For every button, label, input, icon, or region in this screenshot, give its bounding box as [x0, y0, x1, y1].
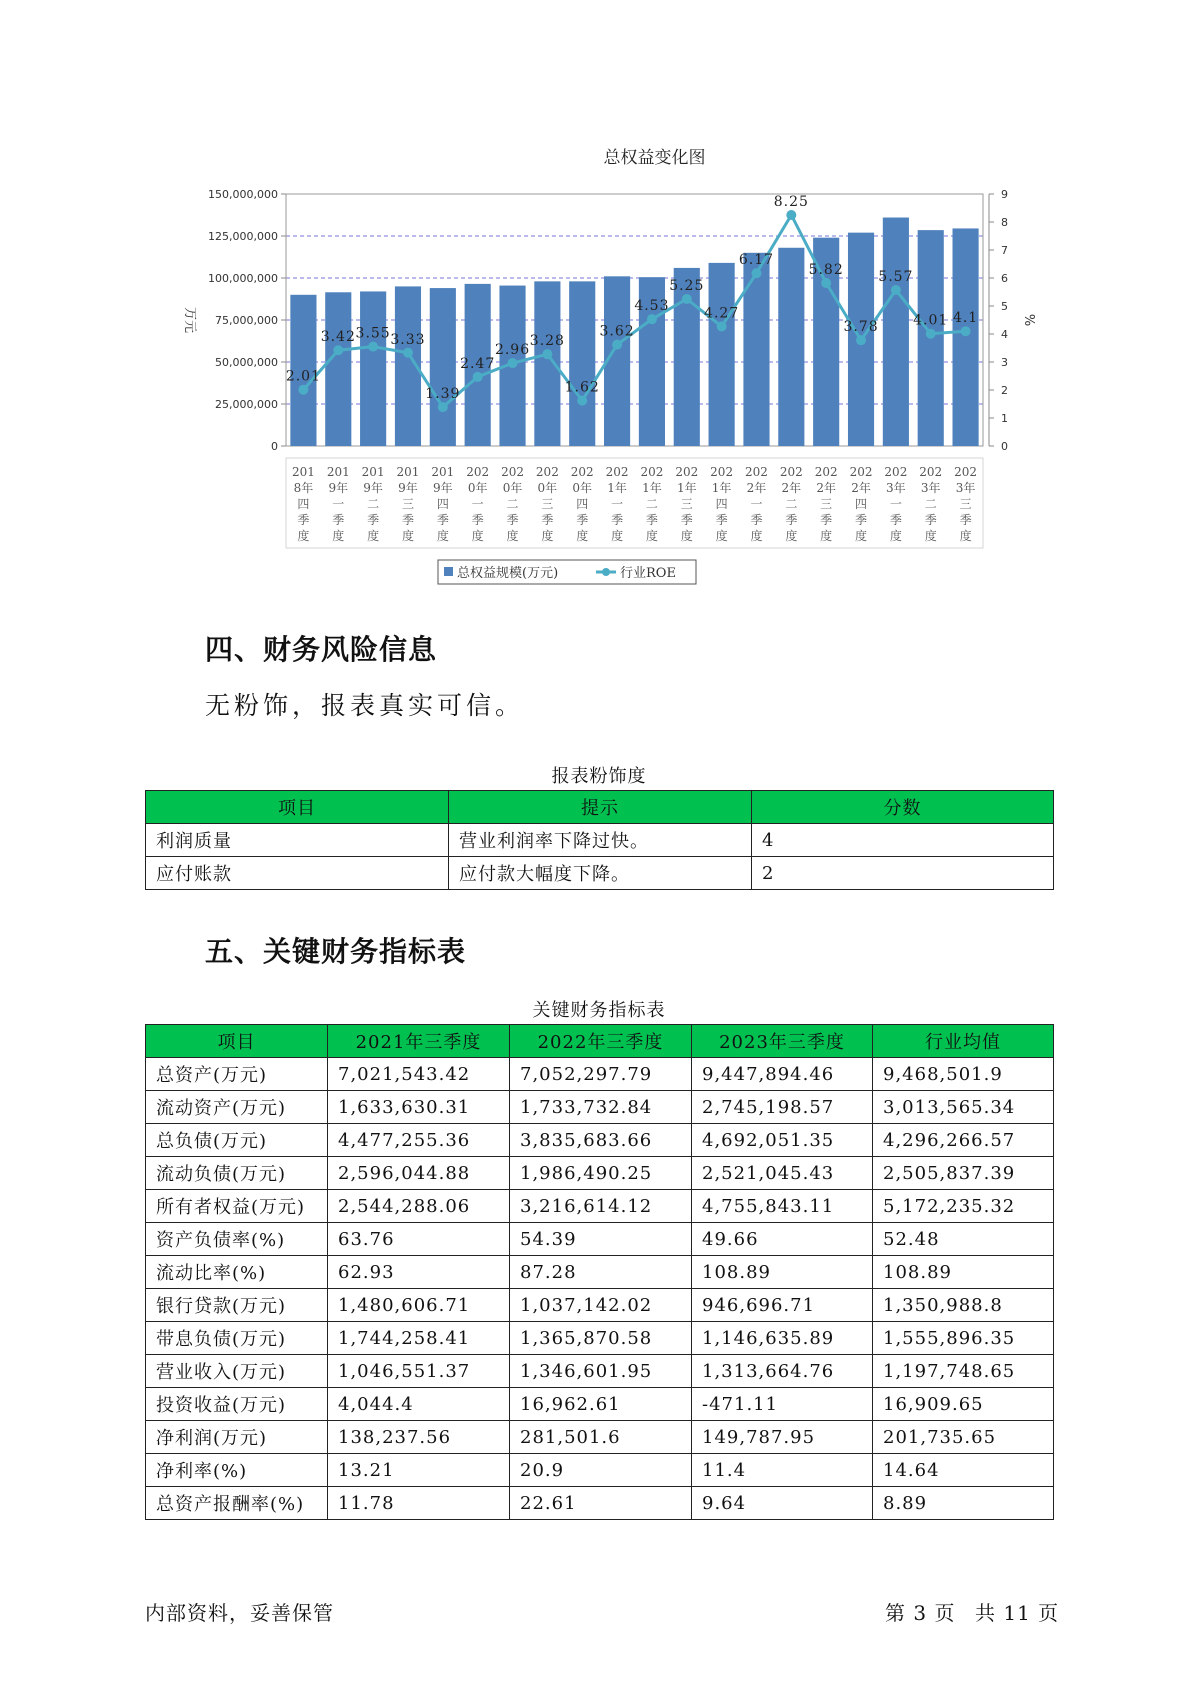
- table-cell: 1,986,490.25: [510, 1157, 692, 1190]
- x-tick-label: 度: [855, 529, 868, 543]
- roe-data-label: 3.42: [320, 329, 356, 346]
- kpi-table-header-row: [146, 1025, 1054, 1058]
- legend-bar-label: 总权益规模(万元): [457, 566, 559, 581]
- x-tick-label: 一: [332, 497, 345, 511]
- table-cell: 63.76: [328, 1223, 510, 1256]
- roe-point: [508, 358, 518, 368]
- bar: [430, 288, 456, 446]
- roe-data-label: 3.55: [355, 325, 391, 342]
- table-cell: 1,365,870.58: [510, 1322, 692, 1355]
- roe-point: [891, 285, 901, 295]
- table-cell: 108.89: [873, 1256, 1054, 1289]
- x-tick-label: 度: [436, 529, 449, 543]
- roe-point: [577, 396, 587, 406]
- table-cell: 流动资产(万元): [146, 1091, 328, 1124]
- left-tick-label: 50,000,000: [215, 356, 278, 369]
- bar: [534, 281, 560, 446]
- x-tick-label: 二: [506, 497, 519, 511]
- table-row: [146, 1256, 1054, 1289]
- table-cell: 银行贷款(万元): [146, 1289, 328, 1322]
- footer-confidential: 内部资料，妥善保管: [145, 1601, 334, 1625]
- right-tick-label: 1: [1001, 412, 1008, 425]
- table-cell: 1,046,551.37: [328, 1355, 510, 1388]
- table-row: [146, 1355, 1054, 1388]
- roe-point: [298, 385, 308, 395]
- roe-point: [856, 335, 866, 345]
- table-row: [146, 1388, 1054, 1421]
- x-tick-label: 三: [959, 497, 972, 511]
- x-tick-label: 季: [436, 513, 449, 527]
- x-tick-label: 季: [750, 513, 763, 527]
- x-tick-label: 季: [297, 513, 310, 527]
- x-tick-label: 201: [326, 465, 350, 479]
- x-tick-label: 季: [680, 513, 693, 527]
- table-cell: 2,505,837.39: [873, 1157, 1054, 1190]
- x-tick-label: 度: [401, 529, 414, 543]
- x-tick-label: 度: [889, 529, 902, 543]
- table-cell: 52.48: [873, 1223, 1054, 1256]
- risk-table-header-cell: 提示: [449, 791, 752, 824]
- x-tick-label: 3年: [955, 481, 976, 495]
- x-tick-label: 201: [361, 465, 385, 479]
- table-cell: 9.64: [692, 1487, 873, 1520]
- x-tick-label: 9年: [363, 481, 383, 495]
- roe-data-label: 4.1: [952, 310, 979, 327]
- x-tick-label: 9年: [433, 481, 453, 495]
- table-cell: 营业利润率下降过快。: [449, 824, 752, 857]
- table-row: [146, 1058, 1054, 1091]
- table-cell: 4,755,843.11: [692, 1190, 873, 1223]
- x-tick-label: 度: [680, 529, 693, 543]
- footer-page-number: 第 3 页: [885, 1601, 956, 1625]
- x-tick-label: 2年: [746, 481, 767, 495]
- roe-data-label: 5.82: [808, 262, 844, 279]
- table-cell: 201,735.65: [873, 1421, 1054, 1454]
- x-tick-label: 202: [779, 465, 803, 479]
- x-tick-label: 季: [332, 513, 345, 527]
- roe-point: [542, 349, 552, 359]
- roe-point: [403, 348, 413, 358]
- table-cell: 4,692,051.35: [692, 1124, 873, 1157]
- table-row: [146, 1454, 1054, 1487]
- table-cell: 14.64: [873, 1454, 1054, 1487]
- x-tick-label: 一: [750, 497, 763, 511]
- footer-page-total: 共 11 页: [975, 1601, 1060, 1625]
- table-cell: 4,296,266.57: [873, 1124, 1054, 1157]
- x-tick-label: 季: [889, 513, 902, 527]
- table-cell: 利润质量: [146, 824, 449, 857]
- x-tick-label: 2年: [781, 481, 802, 495]
- table-cell: 2,544,288.06: [328, 1190, 510, 1223]
- right-tick-label: 4: [1001, 328, 1008, 341]
- bar: [709, 263, 735, 446]
- table-cell: 1,197,748.65: [873, 1355, 1054, 1388]
- x-tick-label: 四: [715, 497, 728, 511]
- table-cell: 1,146,635.89: [692, 1322, 873, 1355]
- roe-point: [368, 342, 378, 352]
- risk-table: [145, 790, 1054, 890]
- kpi-table: [145, 1024, 1054, 1520]
- table-row: [146, 1091, 1054, 1124]
- x-tick-label: 202: [884, 465, 908, 479]
- x-tick-label: 度: [367, 529, 380, 543]
- x-tick-label: 度: [785, 529, 798, 543]
- x-tick-label: 季: [855, 513, 868, 527]
- x-tick-label: 度: [820, 529, 833, 543]
- roe-data-label: 8.25: [773, 194, 809, 210]
- roe-data-label: 3.62: [599, 323, 635, 340]
- table-cell: 946,696.71: [692, 1289, 873, 1322]
- x-tick-label: 3年: [886, 481, 906, 495]
- x-tick-label: 0年: [537, 481, 558, 495]
- table-cell: 8.89: [873, 1487, 1054, 1520]
- kpi-table-caption: 关键财务指标表: [532, 1000, 666, 1021]
- table-cell: 总负债(万元): [146, 1124, 328, 1157]
- left-tick-label: 25,000,000: [215, 398, 278, 411]
- table-cell: 3,835,683.66: [510, 1124, 692, 1157]
- table-cell: 1,633,630.31: [328, 1091, 510, 1124]
- table-cell: 7,021,543.42: [328, 1058, 510, 1091]
- roe-data-label: 1.62: [564, 379, 600, 396]
- table-row: [146, 857, 1054, 890]
- x-tick-label: 四: [436, 497, 449, 511]
- x-tick-label: 202: [919, 465, 943, 479]
- table-cell: 1,733,732.84: [510, 1091, 692, 1124]
- x-tick-label: 三: [541, 497, 554, 511]
- section4-text: 无粉饰，报表真实可信。: [205, 691, 525, 720]
- roe-point: [821, 278, 831, 288]
- x-tick-label: 度: [541, 529, 554, 543]
- x-tick-label: 度: [715, 529, 728, 543]
- legend-line-label: 行业ROE: [620, 566, 676, 581]
- risk-table-header-cell: 分数: [752, 791, 1054, 824]
- roe-point: [647, 314, 657, 324]
- table-cell: 2,596,044.88: [328, 1157, 510, 1190]
- table-cell: 资产负债率(%): [146, 1223, 328, 1256]
- table-row: [146, 1322, 1054, 1355]
- x-tick-label: 202: [501, 465, 524, 479]
- table-cell: 投资收益(万元): [146, 1388, 328, 1421]
- table-cell: 应付款大幅度下降。: [449, 857, 752, 890]
- right-tick-label: 2: [1001, 384, 1008, 397]
- roe-data-label: 2.96: [494, 342, 531, 359]
- table-cell: 149,787.95: [692, 1421, 873, 1454]
- roe-data-label: 3.28: [529, 333, 565, 350]
- left-tick-label: 150,000,000: [208, 188, 278, 201]
- table-cell: 11.78: [328, 1487, 510, 1520]
- chart-title: 总权益变化图: [603, 148, 706, 168]
- x-tick-label: 1年: [711, 481, 732, 495]
- x-tick-label: 季: [645, 513, 658, 527]
- x-tick-label: 201: [291, 465, 315, 479]
- x-tick-label: 0年: [502, 481, 523, 495]
- bar: [778, 248, 804, 446]
- roe-point: [961, 326, 971, 336]
- right-axis-label: %: [1021, 313, 1036, 327]
- x-tick-label: 度: [506, 529, 519, 543]
- x-tick-label: 度: [576, 529, 589, 543]
- table-cell: 281,501.6: [510, 1421, 692, 1454]
- x-tick-label: 一: [471, 497, 484, 511]
- table-cell: 带息负债(万元): [146, 1322, 328, 1355]
- section5-heading: 五、关键财务指标表: [205, 935, 467, 968]
- roe-point: [682, 294, 692, 304]
- table-cell: 20.9: [510, 1454, 692, 1487]
- x-tick-label: 季: [611, 513, 624, 527]
- left-tick-label: 100,000,000: [208, 272, 278, 285]
- bar: [743, 253, 769, 446]
- roe-point: [333, 345, 343, 355]
- x-tick-label: 三: [401, 497, 414, 511]
- table-cell: 净利润(万元): [146, 1421, 328, 1454]
- x-tick-label: 度: [645, 529, 658, 543]
- right-tick-label: 7: [1001, 244, 1008, 257]
- kpi-table-header-cell: 2021年三季度: [328, 1025, 510, 1058]
- x-tick-label: 季: [541, 513, 554, 527]
- x-tick-label: 202: [954, 465, 978, 479]
- x-tick-label: 四: [576, 497, 589, 511]
- table-cell: 16,909.65: [873, 1388, 1054, 1421]
- kpi-table-header-cell: 2022年三季度: [510, 1025, 692, 1058]
- legend-bar-swatch: [444, 567, 453, 576]
- right-tick-label: 6: [1001, 272, 1008, 285]
- roe-data-label: 4.27: [704, 305, 740, 322]
- x-tick-label: 0年: [467, 481, 488, 495]
- x-tick-label: 季: [471, 513, 484, 527]
- left-tick-label: 0: [271, 440, 278, 453]
- table-row: [146, 1190, 1054, 1223]
- x-tick-label: 1年: [607, 481, 627, 495]
- table-cell: 11.4: [692, 1454, 873, 1487]
- table-cell: 所有者权益(万元): [146, 1190, 328, 1223]
- x-tick-label: 2年: [816, 481, 836, 495]
- legend-line-marker: [602, 568, 610, 576]
- risk-table-caption: 报表粉饰度: [551, 766, 647, 787]
- roe-data-label: 2.47: [460, 355, 496, 372]
- table-cell: 流动负债(万元): [146, 1157, 328, 1190]
- x-tick-label: 季: [506, 513, 519, 527]
- x-tick-label: 度: [959, 529, 972, 543]
- x-tick-label: 9年: [398, 481, 418, 495]
- x-tick-label: 202: [605, 465, 629, 479]
- roe-data-label: 4.53: [634, 298, 670, 315]
- x-tick-label: 四: [297, 497, 310, 511]
- roe-point: [612, 340, 622, 350]
- bar: [883, 218, 909, 446]
- table-cell: 3,216,614.12: [510, 1190, 692, 1223]
- table-row: [146, 1124, 1054, 1157]
- table-cell: 营业收入(万元): [146, 1355, 328, 1388]
- table-cell: 1,480,606.71: [328, 1289, 510, 1322]
- table-cell: 5,172,235.32: [873, 1190, 1054, 1223]
- x-tick-label: 季: [576, 513, 589, 527]
- table-row: [146, 1421, 1054, 1454]
- roe-point: [751, 268, 761, 278]
- bar: [325, 292, 351, 446]
- table-cell: 62.93: [328, 1256, 510, 1289]
- table-cell: 138,237.56: [328, 1421, 510, 1454]
- x-tick-label: 1年: [676, 481, 697, 495]
- table-cell: 54.39: [510, 1223, 692, 1256]
- x-tick-label: 度: [471, 529, 484, 543]
- table-cell: 流动比率(%): [146, 1256, 328, 1289]
- roe-data-label: 4.01: [913, 312, 949, 329]
- x-tick-label: 3年: [920, 481, 941, 495]
- roe-data-label: 2.01: [285, 368, 322, 385]
- roe-data-label: 6.17: [738, 252, 775, 269]
- x-tick-label: 季: [785, 513, 798, 527]
- table-cell: 49.66: [692, 1223, 873, 1256]
- x-tick-label: 度: [750, 529, 763, 543]
- table-cell: -471.11: [692, 1388, 873, 1421]
- x-tick-label: 201: [396, 465, 420, 479]
- table-cell: 1,744,258.41: [328, 1322, 510, 1355]
- bar: [360, 291, 386, 446]
- x-tick-label: 0年: [572, 481, 593, 495]
- x-tick-label: 202: [675, 465, 699, 479]
- table-cell: 总资产(万元): [146, 1058, 328, 1091]
- table-cell: 2: [752, 857, 1054, 890]
- x-tick-label: 201: [431, 465, 455, 479]
- x-tick-label: 202: [640, 465, 664, 479]
- x-tick-label: 1年: [642, 481, 662, 495]
- roe-point: [717, 321, 727, 331]
- table-cell: 4,477,255.36: [328, 1124, 510, 1157]
- x-tick-label: 202: [570, 465, 594, 479]
- kpi-table-header-cell: 项目: [146, 1025, 328, 1058]
- x-axis-label-frame: [286, 458, 983, 548]
- x-tick-label: 季: [367, 513, 380, 527]
- roe-point: [926, 329, 936, 339]
- table-cell: 3,013,565.34: [873, 1091, 1054, 1124]
- x-tick-label: 9年: [328, 481, 349, 495]
- table-cell: 2,745,198.57: [692, 1091, 873, 1124]
- left-axis-label: 万元: [182, 306, 197, 334]
- right-tick-label: 5: [1001, 300, 1008, 313]
- table-cell: 总资产报酬率(%): [146, 1487, 328, 1520]
- x-tick-label: 二: [785, 497, 798, 511]
- table-cell: 1,346,601.95: [510, 1355, 692, 1388]
- x-tick-label: 202: [710, 465, 734, 479]
- table-cell: 16,962.61: [510, 1388, 692, 1421]
- x-tick-label: 202: [849, 465, 873, 479]
- left-tick-label: 125,000,000: [208, 230, 278, 243]
- x-tick-label: 季: [401, 513, 414, 527]
- table-cell: 9,447,894.46: [692, 1058, 873, 1091]
- table-cell: 87.28: [510, 1256, 692, 1289]
- roe-data-label: 3.33: [390, 331, 426, 348]
- x-tick-label: 四: [855, 497, 868, 511]
- table-cell: 净利率(%): [146, 1454, 328, 1487]
- table-cell: 108.89: [692, 1256, 873, 1289]
- roe-point: [786, 210, 796, 220]
- table-cell: 2,521,045.43: [692, 1157, 873, 1190]
- roe-data-label: 5.57: [878, 269, 914, 286]
- section4-heading: 四、财务风险信息: [205, 633, 438, 666]
- x-tick-label: 度: [924, 529, 937, 543]
- x-tick-label: 202: [535, 465, 559, 479]
- right-tick-label: 9: [1001, 188, 1008, 201]
- x-tick-label: 季: [959, 513, 972, 527]
- table-cell: 9,468,501.9: [873, 1058, 1054, 1091]
- table-row: [146, 1223, 1054, 1256]
- x-tick-label: 一: [889, 497, 902, 511]
- x-tick-label: 2年: [851, 481, 871, 495]
- table-row: [146, 1289, 1054, 1322]
- equity-chart-svg: [160, 140, 1036, 600]
- table-row: [146, 1487, 1054, 1520]
- roe-data-label: 5.25: [669, 278, 705, 294]
- table-cell: 应付账款: [146, 857, 449, 890]
- table-cell: 7,052,297.79: [510, 1058, 692, 1091]
- roe-point: [473, 372, 483, 382]
- x-tick-label: 二: [645, 497, 658, 511]
- table-cell: 4,044.4: [328, 1388, 510, 1421]
- equity-chart: [160, 140, 1036, 600]
- table-cell: 1,037,142.02: [510, 1289, 692, 1322]
- table-cell: 13.21: [328, 1454, 510, 1487]
- roe-point: [438, 402, 448, 412]
- right-tick-label: 0: [1001, 440, 1008, 453]
- x-tick-label: 三: [680, 497, 693, 511]
- x-tick-label: 季: [820, 513, 833, 527]
- x-tick-label: 度: [332, 529, 345, 543]
- table-cell: 1,555,896.35: [873, 1322, 1054, 1355]
- x-tick-label: 202: [466, 465, 490, 479]
- kpi-table-header-cell: 行业均值: [873, 1025, 1054, 1058]
- x-tick-label: 二: [367, 497, 380, 511]
- x-tick-label: 三: [820, 497, 833, 511]
- table-row: [146, 1157, 1054, 1190]
- risk-table-header-cell: 项目: [146, 791, 449, 824]
- x-tick-label: 度: [611, 529, 624, 543]
- table-cell: 22.61: [510, 1487, 692, 1520]
- table-cell: 1,350,988.8: [873, 1289, 1054, 1322]
- bar: [569, 281, 595, 446]
- x-tick-label: 二: [924, 497, 937, 511]
- right-tick-label: 3: [1001, 356, 1008, 369]
- table-cell: 1,313,664.76: [692, 1355, 873, 1388]
- table-cell: 4: [752, 824, 1054, 857]
- x-tick-label: 8年: [293, 481, 314, 495]
- roe-data-label: 3.78: [843, 319, 879, 336]
- bar: [953, 228, 979, 446]
- table-row: [146, 824, 1054, 857]
- right-tick-label: 8: [1001, 216, 1008, 229]
- x-tick-label: 季: [715, 513, 728, 527]
- risk-table-header-row: [146, 791, 1054, 824]
- x-tick-label: 202: [814, 465, 838, 479]
- left-tick-label: 75,000,000: [215, 314, 278, 327]
- x-tick-label: 一: [611, 497, 624, 511]
- x-tick-label: 季: [924, 513, 937, 527]
- x-tick-label: 202: [745, 465, 768, 479]
- kpi-table-header-cell: 2023年三季度: [692, 1025, 873, 1058]
- x-tick-label: 度: [297, 529, 310, 543]
- roe-data-label: 1.39: [425, 386, 461, 403]
